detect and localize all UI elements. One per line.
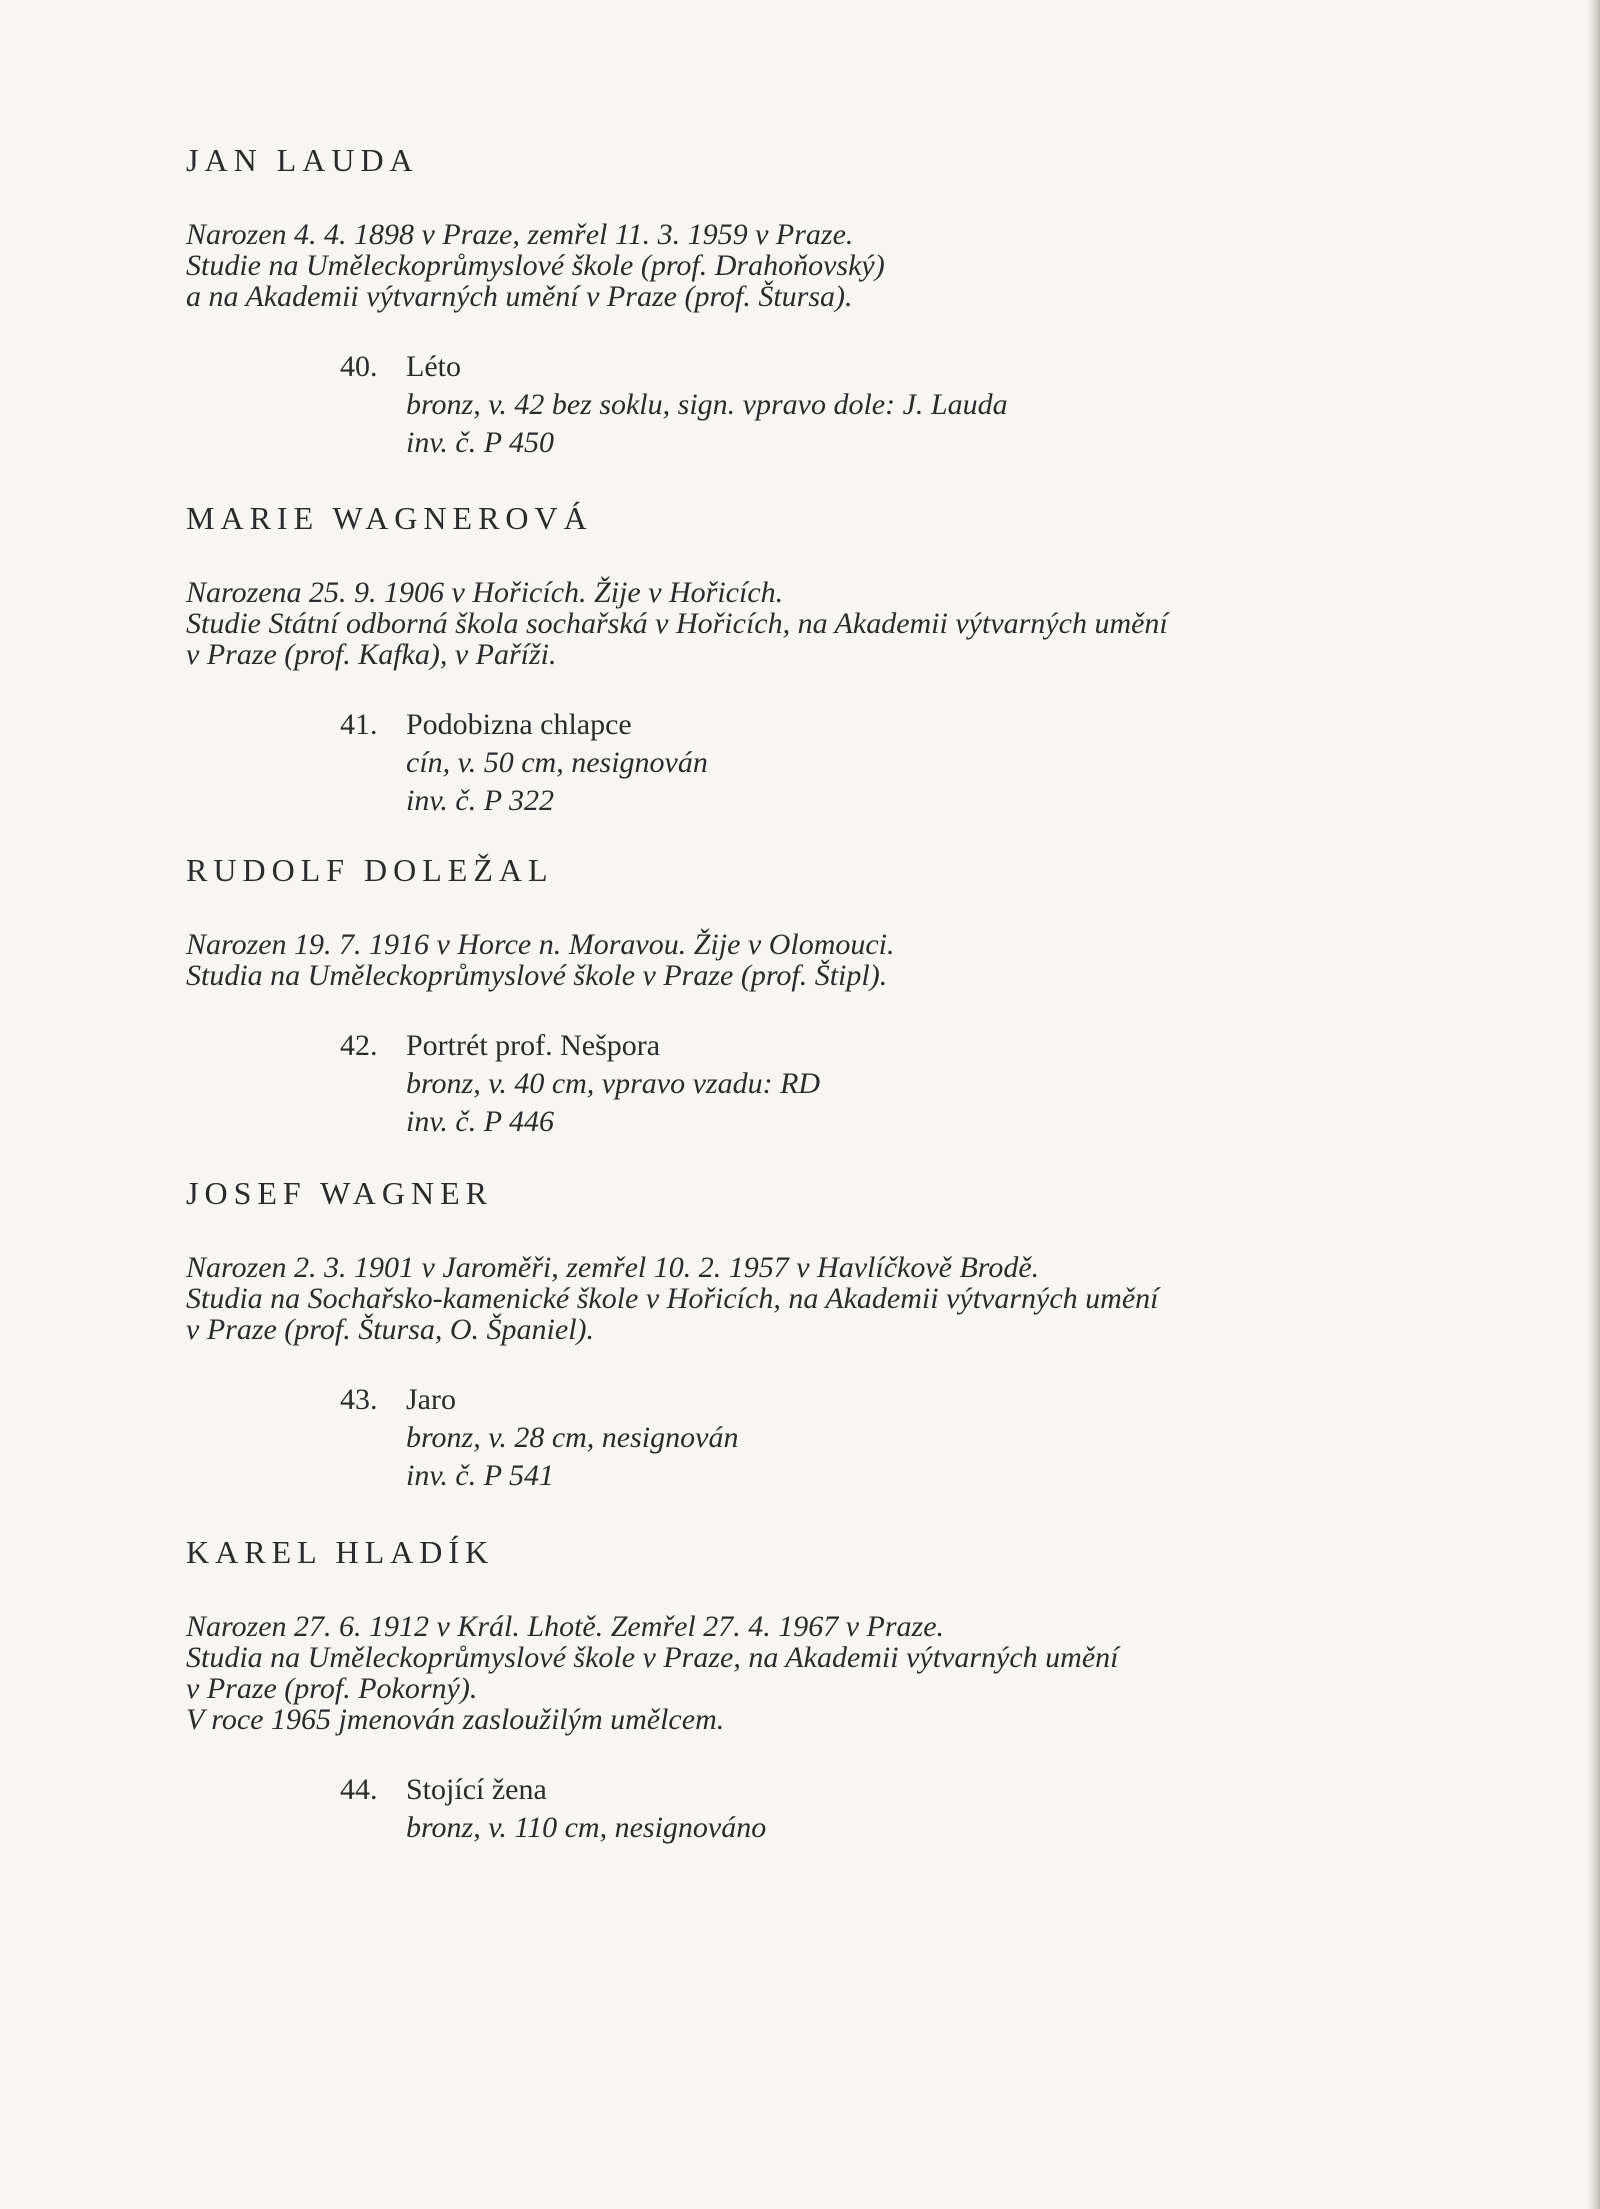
artwork-entry [340,348,1426,462]
artist-name: KAREL HLADÍK [186,1534,495,1570]
artwork-title-line [340,1027,1426,1065]
bio-line: Narozen 27. 6. 1912 v Král. Lhotě. Zemřel 27. 4. 1967 v Praze. [186,1610,945,1643]
artwork-title: Portrét prof. Nešpora [406,1029,661,1062]
artwork-title-line [340,1771,1426,1809]
artwork-title-line [340,706,1426,744]
artwork-number: 41. [340,708,378,741]
bio-line: Narozen 2. 3. 1901 v Jaroměři, zemřel 10. 2. 1957 v Havlíčkově Brodě. [186,1251,1040,1284]
artwork-title-line [340,1381,1426,1419]
artist-bio [186,219,1426,312]
artwork-title-line [340,348,1426,386]
bio-line: Studie Státní odborná škola sochařská v Hořicích, na Akademii výtvarných umění [186,607,1168,640]
bio-line: Studie na Uměleckoprůmyslové škole (prof. Drahoňovský) [186,249,885,282]
bio-line: Studia na Uměleckoprůmyslové škole v Praze (prof. Štipl). [186,959,888,992]
artist-bio [186,1252,1426,1345]
page-edge-shadow [1586,0,1600,2209]
bio-line: Narozen 19. 7. 1916 v Horce n. Moravou. Žije v Olomouci. [186,928,895,961]
bio-line: v Praze (prof. Štursa, O. Španiel). [186,1313,595,1346]
bio-line: V roce 1965 jmenován zasloužilým umělcem. [186,1703,725,1736]
artist-entry [186,852,1426,1141]
bio-line: Narozen 4. 4. 1898 v Praze, zemřel 11. 3. 1959 v Praze. [186,218,854,251]
artwork-number: 43. [340,1383,378,1416]
artwork-number: 40. [340,350,378,383]
artwork-entry [340,1771,1426,1847]
artist-entry [186,1534,1426,1847]
artist-entry [186,1175,1426,1495]
artwork-entry [340,1381,1426,1495]
artwork-title: Stojící žena [406,1773,547,1806]
artwork-entry [340,706,1426,820]
bio-line: Studia na Sochařsko-kamenické škole v Hořicích, na Akademii výtvarných umění [186,1282,1159,1315]
artwork-detail: cín, v. 50 cm, nesignován [406,746,708,779]
bio-line: v Praze (prof. Pokorný). [186,1672,478,1705]
artwork-entry [340,1027,1426,1141]
artist-bio [186,929,1426,991]
bio-line: a na Akademii výtvarných umění v Praze (prof. Štursa). [186,280,853,313]
artwork-detail: bronz, v. 28 cm, nesignován [406,1421,739,1454]
artwork-number: 42. [340,1029,378,1062]
artist-name: RUDOLF DOLEŽAL [186,852,554,888]
artwork-title: Jaro [406,1383,456,1416]
artist-bio [186,577,1426,670]
artist-entry [186,142,1426,462]
artwork-inventory: inv. č. P 450 [406,426,555,459]
artwork-title: Léto [406,350,461,383]
artwork-detail: bronz, v. 42 bez soklu, sign. vpravo dole: J. Lauda [406,388,1008,421]
artwork-inventory: inv. č. P 446 [406,1105,555,1138]
bio-line: v Praze (prof. Kafka), v Paříži. [186,638,557,671]
artist-name: JOSEF WAGNER [186,1175,493,1211]
artwork-title: Podobizna chlapce [406,708,632,741]
artwork-inventory: inv. č. P 322 [406,784,555,817]
artist-name: MARIE WAGNEROVÁ [186,500,593,536]
artist-name: JAN LAUDA [186,142,419,178]
artwork-detail: bronz, v. 40 cm, vpravo vzadu: RD [406,1067,821,1100]
bio-line: Studia na Uměleckoprůmyslové škole v Praze, na Akademii výtvarných umění [186,1641,1119,1674]
artwork-number: 44. [340,1773,378,1806]
artwork-detail: bronz, v. 110 cm, nesignováno [406,1811,767,1844]
artwork-inventory: inv. č. P 541 [406,1459,555,1492]
artist-entry [186,500,1426,820]
artist-bio [186,1611,1426,1735]
bio-line: Narozena 25. 9. 1906 v Hořicích. Žije v Hořicích. [186,576,784,609]
